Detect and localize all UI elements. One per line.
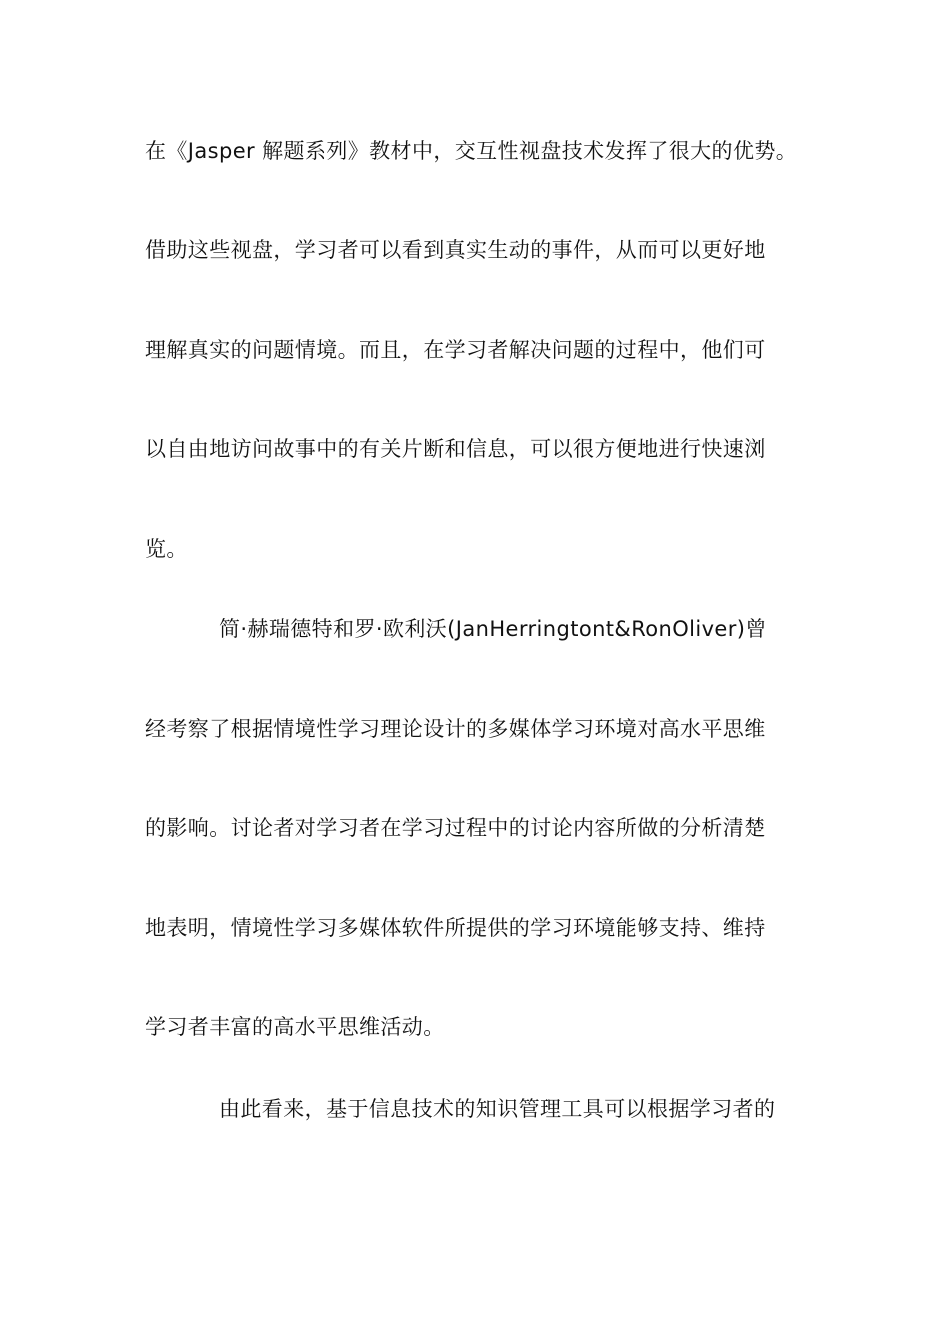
text-line: 理解真实的问题情境。而且，在学习者解决问题的过程中，他们可: [145, 338, 766, 362]
paragraph-start-line: 简·赫瑞德特和罗·欧利沃(JanHerringtont&RonOliver)曾: [219, 617, 767, 641]
text-line: 的影响。讨论者对学习者在学习过程中的讨论内容所做的分析清楚: [145, 816, 766, 840]
text-line: 借助这些视盘，学习者可以看到真实生动的事件，从而可以更好地: [145, 238, 766, 262]
text-line: 在《Jasper 解题系列》教材中，交互性视盘技术发挥了很大的优势。: [145, 139, 798, 163]
text-line: 学习者丰富的高水平思维活动。: [145, 1015, 445, 1039]
paragraph-start-line: 由此看来，基于信息技术的知识管理工具可以根据学习者的: [219, 1097, 776, 1121]
text-line: 经考察了根据情境性学习理论设计的多媒体学习环境对高水平思维: [145, 717, 766, 741]
text-line: 览。: [145, 537, 188, 561]
text-line: 以自由地访问故事中的有关片断和信息，可以很方便地进行快速浏: [145, 437, 766, 461]
text-line: 地表明，情境性学习多媒体软件所提供的学习环境能够支持、维持: [145, 916, 766, 940]
